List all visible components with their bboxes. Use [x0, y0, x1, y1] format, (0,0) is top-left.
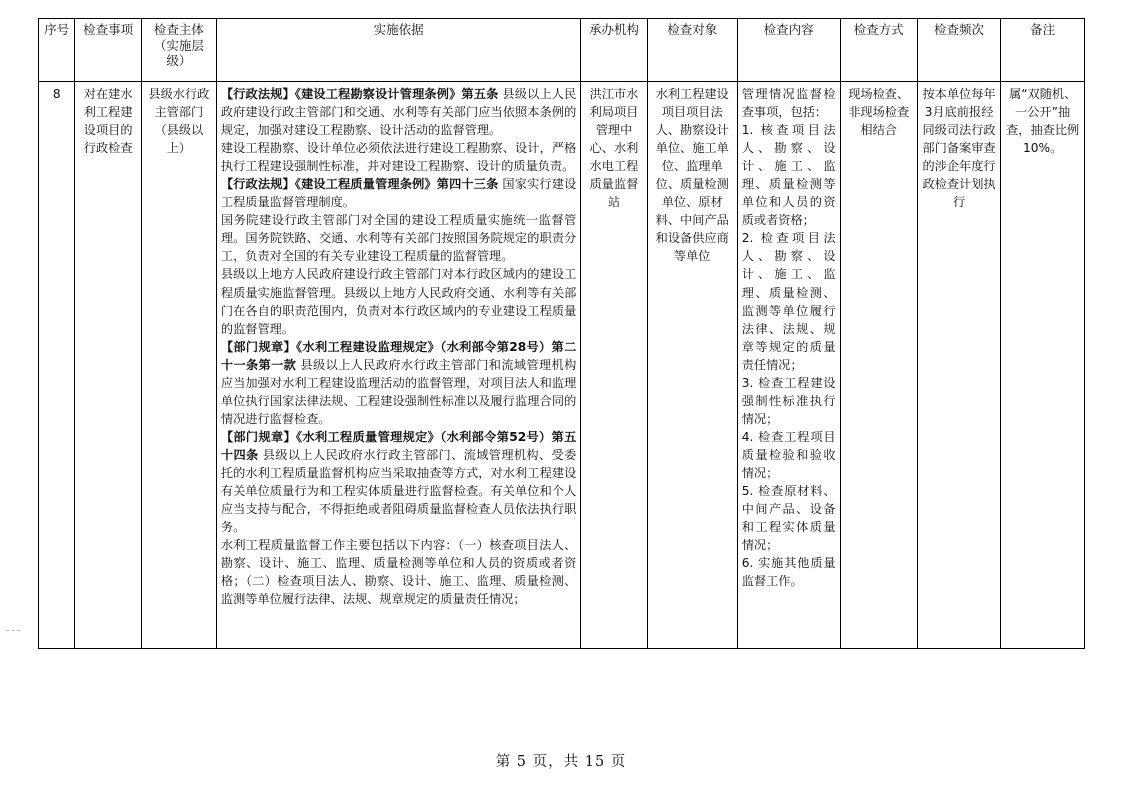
basis-paragraph	[221, 428, 576, 536]
basis-law-text: 国家实行建设工程质量监督管理制度。	[220, 177, 577, 210]
table-header	[39, 19, 1085, 82]
basis-paragraph	[221, 85, 576, 139]
basis-paragraph: 国务院建设行政主管部门对全国的建设工程质量实施统一监督管理。国务院铁路、交通、水利等有关部门按照国务院规定的职责分工，负责对全国的有关专业建设工程质量的监督管理。	[220, 213, 577, 264]
cell-frequency: 按本单位每年3月底前报经同级司法行政部门备案审查的涉企年度行政检查计划执行	[917, 82, 1001, 649]
basis-law-title: 【行政法规】《建设工程质量管理条例》第四十三条	[220, 177, 499, 192]
page-footer: 第 5 页，共 15 页	[495, 754, 627, 770]
header-item: 检查事项	[75, 19, 141, 82]
basis-law-text: 县级以上人民政府建设行政主管部门和交通、水利等有关部门应当依照本条例的规定，加强对建设工程勘察、设计活动的监督管理。	[220, 87, 577, 138]
basis-paragraph	[221, 175, 576, 211]
header-no: 序号	[39, 19, 75, 82]
cell-org: 洪江市水利局项目管理中心、水利水电工程质量监督站	[581, 82, 647, 649]
header-org: 承办机构	[581, 19, 647, 82]
basis-law-text: 县级以上人民政府水行政主管部门和流域管理机构应当加强对水利工程建设监理活动的监督管理，对项目法人和监理单位执行国家法律法规、工程建设强制性标准以及履行监理合同的情况进行监督检查。	[220, 357, 577, 426]
basis-paragraph: 建设工程勘察、设计单位必须依法进行建设工程勘察、设计，严格执行工程建设强制性标准，并对建设工程勘察、设计的质量负责。	[220, 141, 577, 174]
table-header-row	[39, 19, 1085, 82]
cell-item: 对在建水利工程建设项目的行政检查	[75, 82, 141, 649]
cell-remark: 属“双随机、一公开”抽查，抽查比例10%。	[1001, 82, 1085, 649]
cell-method: 现场检查、非现场检查相结合	[840, 82, 917, 649]
content-line: 5. 检查原材料、中间产品、设备和工程实体质量情况；	[741, 484, 836, 553]
table-body	[39, 82, 1085, 649]
cell-basis	[216, 82, 580, 649]
cell-object: 水利工程建设项目项目法人、勘察设计单位、施工单位、监理单位、质量检测单位、原材料、中间产品和设备供应商等单位	[647, 82, 737, 649]
cell-subject: 县级水行政主管部门（县级以上）	[141, 82, 216, 649]
basis-law-text: 县级以上人民政府水行政主管部门、流域管理机构、受委托的水利工程质量监督机构应当采取抽查等方式，对水利工程建设有关单位质量行为和工程实体质量进行监督检查。有关单位和个人应当支持与配合，不得拒绝或者阻碍质量监督检查人员依法执行职务。	[220, 447, 577, 535]
header-subject: 检查主体（实施层级）	[141, 19, 216, 82]
basis-law-title: 【部门规章】《水利工程建设监理规定》（水利部令第28号）第二十一条第一款	[220, 339, 577, 372]
basis-paragraph	[221, 338, 576, 428]
content-line: 6. 实施其他质量监督工作。	[741, 556, 836, 589]
header-method: 检查方式	[840, 19, 917, 82]
page-edge-mark	[6, 630, 20, 631]
content-line: 管理情况监督检查事项，包括：	[741, 87, 836, 120]
header-basis: 实施依据	[216, 19, 580, 82]
header-object: 检查对象	[647, 19, 737, 82]
header-content: 检查内容	[737, 19, 840, 82]
content-line: 3. 检查工程建设强制性标准执行情况；	[741, 375, 836, 426]
basis-paragraph: 水利工程质量监督工作主要包括以下内容：（一）核查项目法人、勘察、设计、施工、监理、质量检测等单位和人员的资质或者资格；（二）检查项目法人、勘察、设计、施工、监理、质量检测、监测等单位履行法律、法规、规章规定的质量责任情况；	[220, 538, 577, 607]
inspection-matters-table	[38, 18, 1085, 649]
content-line: 2. 检查项目法人、勘察、设计、施工、监理、质量检测、监测等单位履行法律、法规、规章等规定的质量责任情况；	[741, 231, 836, 372]
basis-law-title: 【部门规章】《水利工程质量管理规定》（水利部令第52号）第五十四条	[220, 429, 577, 462]
header-frequency: 检查频次	[917, 19, 1001, 82]
cell-no: 8	[39, 82, 75, 649]
content-line: 1. 核查项目法人、勘察、设计、施工、监理、质量检测等单位和人员的资质或者资格；	[741, 123, 836, 228]
cell-content	[737, 82, 840, 649]
header-remark: 备注	[1001, 19, 1085, 82]
basis-law-title: 【行政法规】《建设工程勘察设计管理条例》第五条	[220, 87, 499, 101]
content-line: 4. 检查工程项目质量检验和验收情况；	[741, 429, 836, 480]
table-row	[39, 82, 1085, 649]
basis-paragraph: 县级以上地方人民政府建设行政主管部门对本行政区域内的建设工程质量实施监督管理。县级以上地方人民政府交通、水利等有关部门在各自的职责范围内，负责对本行政区域内的专业建设工程质量的监督管理。	[220, 267, 577, 336]
